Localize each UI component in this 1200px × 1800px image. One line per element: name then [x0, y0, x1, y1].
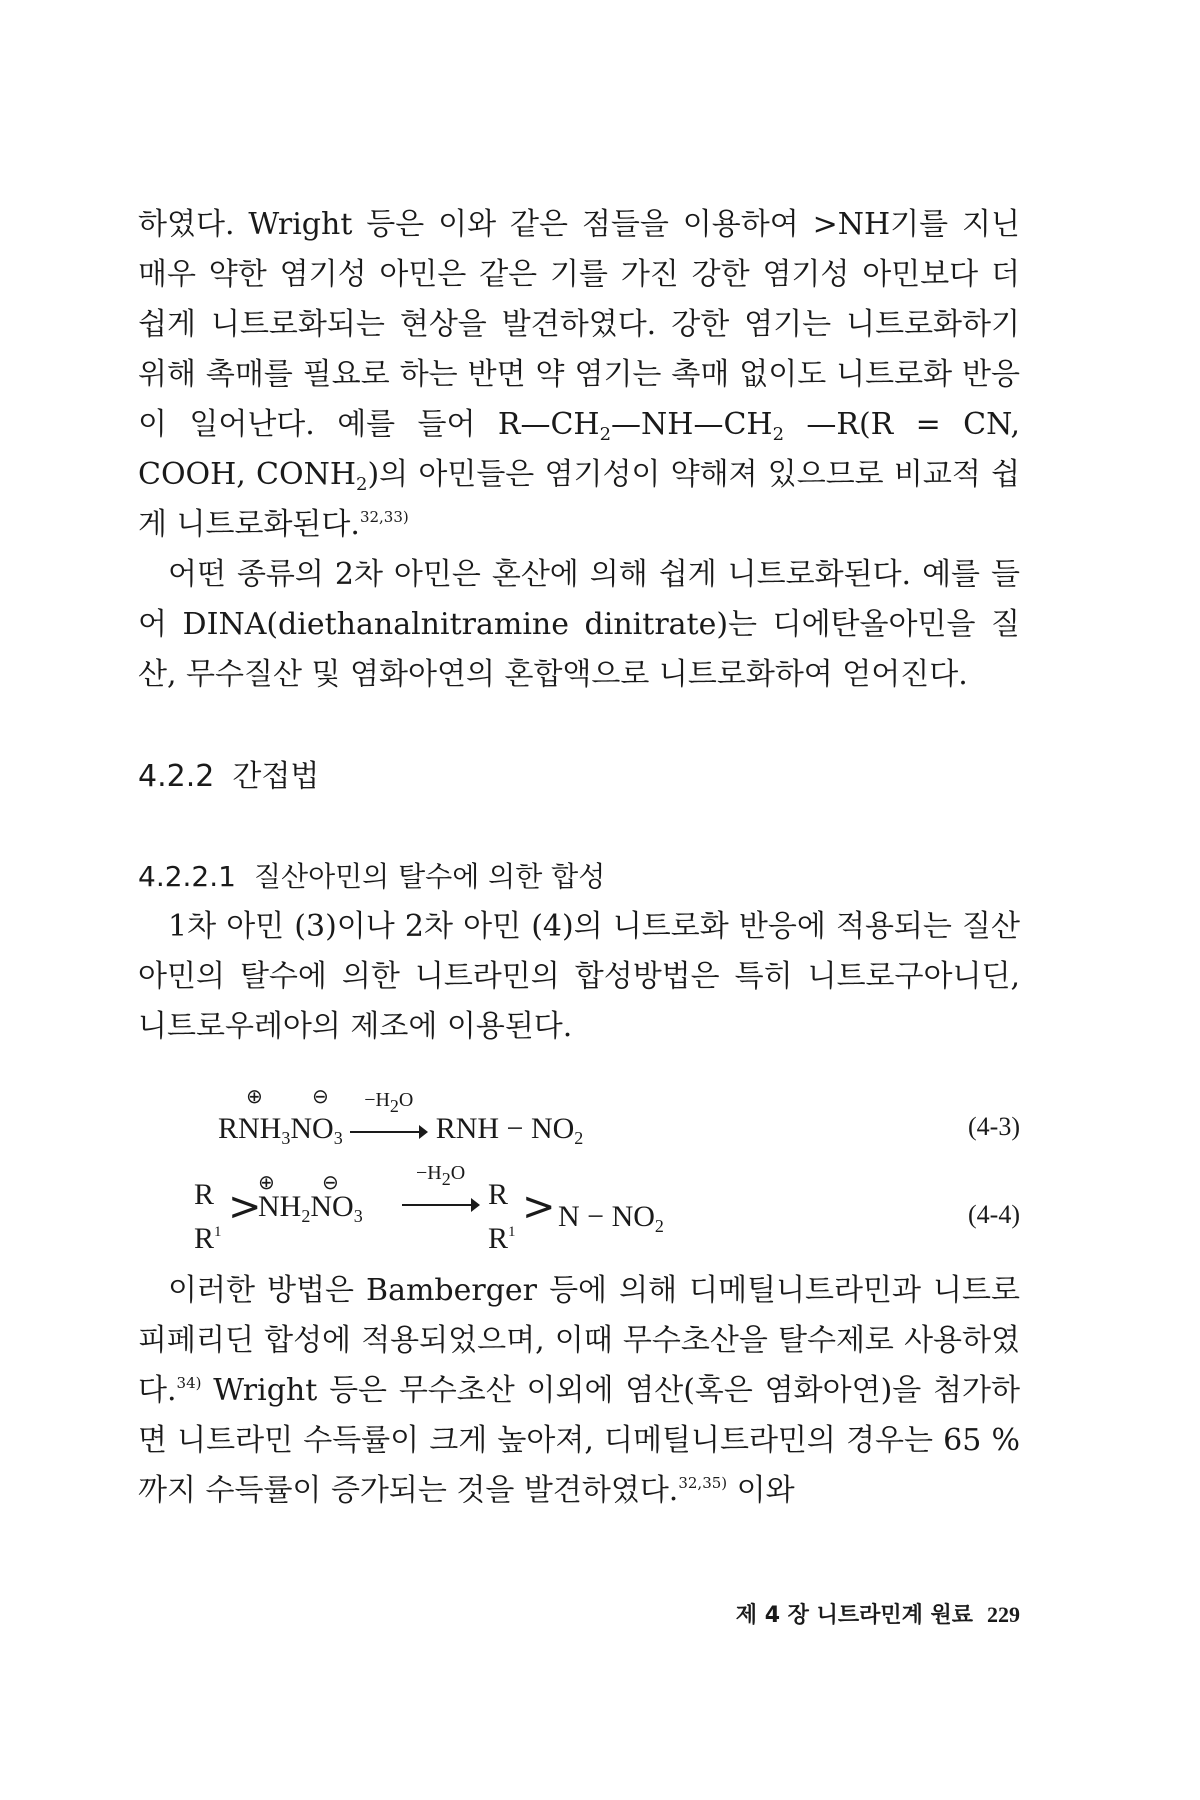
- reaction-arrow-icon: [350, 1089, 428, 1143]
- eq1-reactant: $RNH_3NO_3$: [218, 1112, 343, 1148]
- eq2-r1-bottom: $R^1$: [194, 1222, 222, 1255]
- equation-number-4-4: (4-4): [968, 1200, 1020, 1229]
- p1-sub-1: 2: [599, 424, 612, 445]
- p1-text-a: 하였다. Wright 등은 이와 같은 점들을 이용하여 >NH기를 지닌 매우 약한 염기성 아민은 같은 기를 가진 강한 염기성 아민보다 더 쉽게 니트로화되는 현상을 발견하였다. 강한 염기는 니트로화하기 위해 촉매를 필요로 하는 반면 약 염기는 촉매 없이도 니트로화 반응이 일어난다. 예를 들어 R—CH: [138, 207, 1020, 442]
- page-number: 229: [987, 1602, 1020, 1627]
- section-title: 간접법: [232, 759, 320, 794]
- subsection-number: 4.2.2.1: [138, 860, 236, 893]
- bond-chevron-icon: >: [228, 1184, 262, 1230]
- equation-block: [138, 1066, 1020, 1266]
- eq2-r1-bottom-2: $R^1$: [488, 1222, 516, 1255]
- equation-number-4-3: (4-3): [968, 1112, 1020, 1141]
- negative-charge-icon: ⊖: [312, 1084, 329, 1108]
- p4-reference-2: 32,35): [678, 1474, 728, 1492]
- p1-text-d: )의 아민들은 염기성이 약해져 있으므로 비교적 쉽게 니트로화된다.: [138, 457, 1020, 542]
- p4-reference-1: 34): [176, 1374, 202, 1392]
- subsection-title: 질산아민의 탈수에 의한 합성: [253, 860, 606, 893]
- eq2-r-top: R: [194, 1178, 215, 1211]
- paragraph-3: 1차 아민 (3)이나 2차 아민 (4)의 니트로화 반응에 적용되는 질산아민의 탈수에 의한 니트라민의 합성방법은 특히 니트로구아니딘, 니트로우레아의 제조에 이용된다.: [138, 909, 1020, 1044]
- p4-text-b: Wright 등은 무수초산 이외에 염산(혹은 염화아연)을 첨가하면 니트라민 수득률이 크게 높아져, 디메틸니트라민의 경우는 65 %까지 수득률이 증가되는 것을 발견하였다.: [138, 1373, 1020, 1508]
- paragraph-4: [138, 1266, 1020, 1516]
- bond-chevron-icon-2: >: [522, 1184, 556, 1230]
- section-number: 4.2.2: [138, 759, 215, 794]
- eq1-product: RNH − $NO_2$: [435, 1112, 584, 1148]
- p1-reference: 32,33): [359, 508, 409, 526]
- p4-text-c: 이와: [727, 1473, 795, 1508]
- p1-sub-2: 2: [772, 424, 785, 445]
- eq2-reactant: $NH_2NO_3$: [258, 1190, 363, 1226]
- running-footer-chapter: 제 4 장 니트라민계 원료: [735, 1603, 973, 1628]
- section-heading-4-2-2: [138, 752, 1020, 802]
- reaction-arrow-icon-2: [402, 1162, 480, 1216]
- p1-text-b: —NH—CH: [611, 407, 773, 442]
- equation-4-4: [194, 1162, 1020, 1258]
- eq2-product: $N - NO_2$: [558, 1200, 664, 1236]
- eq1-condition: $-H_2O$: [364, 1089, 414, 1117]
- p1-text-c: —R(R = CN, COOH, CONH: [138, 407, 1020, 492]
- positive-charge-icon-2: ⊕: [258, 1170, 275, 1194]
- page-footer: [640, 1598, 1020, 1629]
- positive-charge-icon: ⊕: [246, 1084, 263, 1108]
- negative-charge-icon-2: ⊖: [322, 1170, 339, 1194]
- page-body: [138, 200, 1020, 1516]
- section-heading-4-2-2-1: [138, 852, 1020, 902]
- paragraph-2: 어떤 종류의 2차 아민은 혼산에 의해 쉽게 니트로화된다. 예를 들어 DINA(diethanalnitramine dinitrate)는 디에탄올아민을 질산, 무수질산 및 염화아연의 혼합액으로 니트로화하여 얻어진다.: [138, 557, 1020, 692]
- eq2-r-top-2: R: [488, 1178, 509, 1211]
- equation-4-3: [218, 1084, 1020, 1148]
- paragraph-1: [138, 200, 1020, 550]
- p4-text-a: 이러한 방법은 Bamberger 등에 의해 디메틸니트라민과 니트로피페리딘 합성에 적용되었으며, 이때 무수초산을 탈수제로 사용하였다.: [138, 1273, 1020, 1408]
- eq2-condition: $-H_2O$: [416, 1162, 466, 1189]
- p1-sub-3: 2: [356, 474, 368, 495]
